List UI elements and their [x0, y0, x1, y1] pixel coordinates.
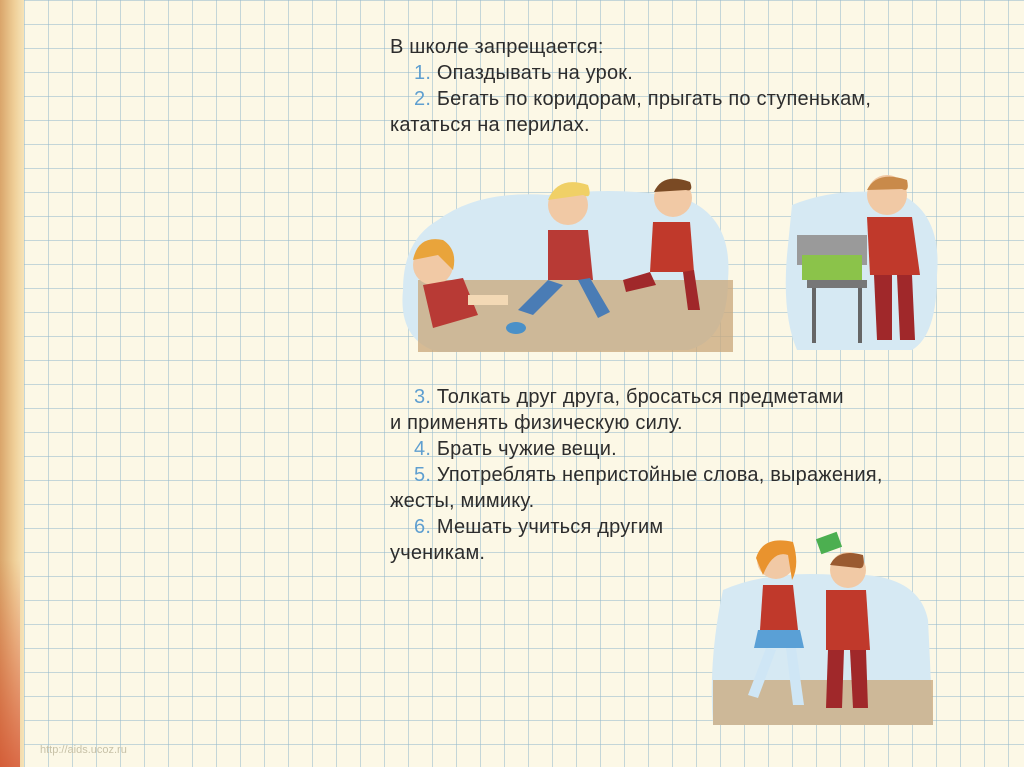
- rule-2-text: Бегать по коридорам, прыгать по ступенькам,: [436, 88, 872, 110]
- rules-heading: В школе запрещается:: [390, 36, 604, 58]
- rule-5-text: Употреблять непристойные слова, выражения,: [436, 464, 883, 486]
- running-children-illustration: [398, 160, 743, 360]
- rule-4: [390, 436, 950, 462]
- rule-4-text: Брать чужие вещи.: [436, 438, 617, 460]
- rule-5-number: 5.: [414, 464, 432, 486]
- boy-at-desk-illustration: [782, 165, 947, 355]
- girl-hitting-boy-illustration: [708, 530, 943, 730]
- rule-6-text: Мешать учиться другим: [436, 516, 664, 538]
- rule-4-number: 4.: [414, 438, 432, 460]
- rule-2-continuation: кататься на перилах.: [390, 114, 590, 136]
- rule-3-number: 3.: [414, 386, 432, 408]
- rule-3-text: Толкать друг друга, бросаться предметами: [436, 386, 844, 408]
- rule-6-continuation: ученикам.: [390, 542, 486, 564]
- rule-1-number: 1.: [414, 62, 432, 84]
- rule-6-number: 6.: [414, 516, 432, 538]
- rule-1: [390, 60, 950, 86]
- rule-5: [390, 462, 950, 488]
- left-border-strip: [0, 0, 24, 767]
- rule-2-number: 2.: [414, 88, 432, 110]
- rules-text-top: [390, 34, 950, 138]
- rule-5-continuation: жесты, мимику.: [390, 490, 535, 512]
- rule-1-text: Опаздывать на урок.: [436, 62, 633, 84]
- rule-3: [390, 384, 950, 410]
- rule-2: [390, 86, 950, 112]
- rule-3-continuation: и применять физическую силу.: [390, 412, 683, 434]
- watermark-url: http://aids.ucoz.ru: [40, 744, 127, 756]
